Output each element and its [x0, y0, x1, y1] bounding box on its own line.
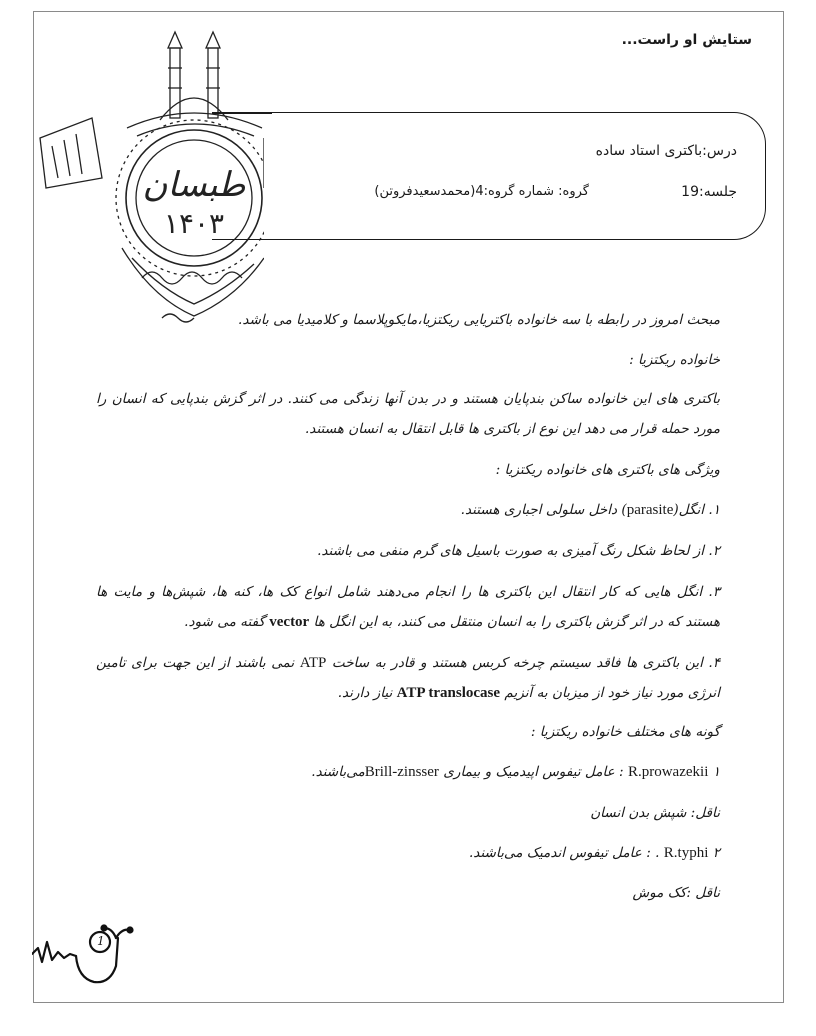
species-item-2 — [469, 845, 720, 862]
term-parasite: parasite — [626, 502, 674, 518]
term-atp: ATP — [299, 655, 327, 671]
feature-item-4-line2 — [338, 685, 720, 702]
feature-item-4-line1 — [96, 655, 720, 672]
svg-text:طبسان: طبسان — [142, 165, 246, 205]
paragraph-line: باکتری های این خانواده ساکن بندپایان هستند و در بدن آنها زندگی می کنند. در اثر گزش بندپایی که انسان را — [96, 391, 720, 407]
species-name: R.typhi — [663, 845, 709, 861]
species-heading: گونه های مختلف خانواده ریکتزیا : — [530, 724, 720, 740]
feature-item-1 — [461, 502, 720, 519]
feature-text: انرژی مورد نیاز خود از میزبان به آنزیم — [504, 685, 720, 701]
species-number: ۱ — [712, 764, 720, 780]
species-text: می‌باشند. — [311, 764, 365, 780]
feature-item-3-line2 — [184, 614, 720, 631]
intro-paragraph: مبحث امروز در رابطه با سه خانواده باکتریایی ریکتزیا،مایکوپلاسما و کلامیدیا می باشد. — [238, 312, 720, 328]
header-title: ستایش او راست... — [621, 32, 752, 48]
feature-text: ) داخل سلولی اجباری هستند. — [460, 502, 627, 518]
features-heading: ویژگی های باکتری های خانواده ریکتزیا : — [495, 462, 720, 478]
session-number: جلسه:19 — [681, 184, 737, 200]
feature-text: گفته می شود. — [184, 614, 265, 630]
feature-text: ۴. این باکتری ها فاقد سیستم چرخه کربس هستند و قادر به ساخت — [331, 655, 720, 671]
feature-text: نمی باشند از این جهت برای تامین — [96, 655, 295, 671]
feature-item-3-line1: ۳. انگل هایی که کار انتقال این باکتری ها را انجام می‌دهند شامل انواع کک ها، کنه ها، شپش‌ها و مایت ها — [96, 584, 720, 600]
group-info: گروه: شماره گروه:4(محمدسعیدفروتن) — [374, 184, 589, 199]
session-info-box — [212, 112, 766, 240]
species-name: R.prowazekii — [627, 764, 709, 780]
feature-item-2: ۲. از لحاظ شکل رنگ آمیزی به صورت باسیل های گرم منفی می باشند. — [317, 543, 720, 559]
species-item-1 — [311, 764, 720, 781]
lesson-title: درس:باکتری استاد ساده — [595, 143, 737, 159]
feature-text: هستند که در اثر گزش باکتری را به انسان منتقل می کنند، به این انگل ها — [313, 614, 720, 630]
species-number: ۲ — [712, 845, 720, 861]
species-2-vector: ناقل :کک موش — [632, 885, 720, 901]
term-atp-translocase: ATP translocase — [396, 685, 501, 701]
species-text: . : عامل تیفوس اندمیک می‌باشند. — [468, 845, 660, 861]
stethoscope-icon — [32, 918, 142, 994]
species-text: : عامل تیفوس اپیدمیک و بیماری — [443, 764, 624, 780]
paragraph-line: مورد حمله قرار می دهد این نوع از باکتری ها قابل انتقال به انسان هستند. — [304, 421, 720, 437]
feature-text: ۱. انگل( — [673, 502, 720, 518]
term-vector: vector — [269, 614, 310, 630]
page-number: 1 — [97, 934, 105, 948]
species-1-vector: ناقل: شپش بدن انسان — [590, 805, 720, 821]
feature-text: نیاز دارند. — [337, 685, 393, 701]
svg-text:۱۴۰۳: ۱۴۰۳ — [163, 207, 225, 240]
family-heading: خانواده ریکتزیا : — [629, 352, 720, 368]
term-brill-zinsser: Brill-zinsser — [364, 764, 439, 780]
